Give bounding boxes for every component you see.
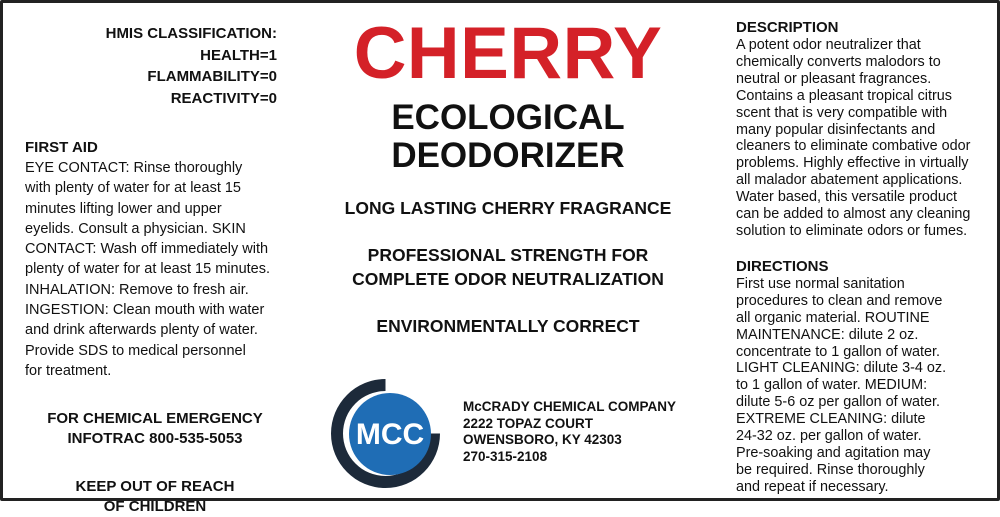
text-line: with plenty of water for at least 15 <box>25 180 241 197</box>
tagline-fragrance: LONG LASTING CHERRY FRAGRANCE <box>344 198 672 218</box>
text-line: Provide SDS to medical personnel <box>25 342 246 359</box>
company-city: OWENSBORO, KY 42303 <box>463 432 622 447</box>
text-line: concentrate to 1 gallon of water. <box>736 343 940 360</box>
tagline-strength <box>303 243 713 291</box>
text-line: INGESTION: Clean mouth with water <box>25 302 265 319</box>
text-line: dilute 5-6 oz per gallon of water. <box>736 394 940 411</box>
product-type-line-2: DEODORIZER <box>391 136 625 175</box>
hmis-classification <box>25 23 277 109</box>
text-line: INHALATION: Remove to fresh air. <box>25 281 249 298</box>
text-line: minutes lifting lower and upper <box>25 200 222 217</box>
text-line: Pre-soaking and agitation may <box>736 444 931 461</box>
text-line: procedures to clean and remove <box>736 292 943 309</box>
text-line: CONTACT: Wash off immediately with <box>25 241 269 258</box>
company-info <box>463 399 676 465</box>
first-aid-section <box>25 138 285 381</box>
text-line: can be added to almost any cleaning <box>736 206 971 223</box>
description-title: DESCRIPTION <box>736 19 839 36</box>
text-line: plenty of water for at least 15 minutes. <box>25 261 271 278</box>
hmis-title: HMIS CLASSIFICATION: <box>105 25 277 42</box>
text-line: and repeat if necessary. <box>736 478 889 495</box>
text-line: chemically converts malodors to <box>736 53 941 70</box>
hmis-reactivity: REACTIVITY=0 <box>170 89 277 107</box>
text-line: all malador abatement applications. <box>736 172 963 189</box>
warning-line-2: OF CHILDREN <box>103 498 207 516</box>
text-line: and drink afterwards plenty of water. <box>25 322 258 339</box>
product-type-line-1: ECOLOGICAL <box>391 98 625 137</box>
text-line: be required. Rinse thoroughly <box>736 461 925 478</box>
first-aid-title: FIRST AID <box>25 139 98 156</box>
emergency-line-2: INFOTRAC 800-535-5053 <box>67 430 243 448</box>
text-line: A potent odor neutralizer that <box>736 37 921 53</box>
description-text <box>736 37 981 240</box>
emergency-line-1: FOR CHEMICAL EMERGENCY <box>47 410 263 428</box>
mcc-logo-icon <box>328 376 443 491</box>
text-line: Water based, this versatile product <box>736 189 958 206</box>
company-phone: 270-315-2108 <box>463 448 548 464</box>
warning-line-1: KEEP OUT OF REACH <box>75 478 235 496</box>
text-line: scent that is very compatible with <box>736 104 948 121</box>
text-line: First use normal sanitation <box>736 275 905 292</box>
company-street: 2222 TOPAZ COURT <box>463 415 594 431</box>
tagline-environment: ENVIRONMENTALLY CORRECT <box>376 316 640 336</box>
first-aid-text <box>25 158 279 381</box>
text-line: EXTREME CLEANING: dilute <box>736 411 926 428</box>
product-type <box>303 99 713 175</box>
text-line: many popular disinfectants and <box>736 121 936 138</box>
chemical-emergency <box>25 409 285 449</box>
text-line: eyelids. Consult a physician. SKIN <box>25 220 246 237</box>
company-name: McCRADY CHEMICAL COMPANY <box>463 399 677 414</box>
left-column <box>25 23 285 517</box>
text-line: neutral or pleasant fragrances. <box>736 70 932 87</box>
text-line: problems. Highly effective in virtually <box>736 155 969 172</box>
hmis-health: HEALTH=1 <box>200 46 277 64</box>
directions-title: DIRECTIONS <box>736 257 829 275</box>
directions-text <box>736 276 981 496</box>
text-line: cleaners to eliminate combative odor <box>736 138 971 155</box>
text-line: all organic material. ROUTINE <box>736 309 930 326</box>
text-line: LIGHT CLEANING: dilute 3-4 oz. <box>736 360 947 377</box>
text-line: MAINTENANCE: dilute 2 oz. <box>736 326 919 343</box>
logo-text: MCC <box>355 418 425 451</box>
tagline-strength-line-2: COMPLETE ODOR NEUTRALIZATION <box>352 269 664 289</box>
tagline-strength-line-1: PROFESSIONAL STRENGTH FOR <box>367 245 649 265</box>
text-line: for treatment. <box>25 362 112 379</box>
text-line: to 1 gallon of water. MEDIUM: <box>736 377 928 394</box>
right-column <box>736 19 981 496</box>
product-name: CHERRY <box>353 13 663 94</box>
text-line: EYE CONTACT: Rinse thoroughly <box>25 160 243 176</box>
text-line: 24-32 oz. per gallon of water. <box>736 428 922 445</box>
text-line: Contains a pleasant tropical citrus <box>736 87 952 104</box>
hmis-flammability: FLAMMABILITY=0 <box>147 68 277 85</box>
child-warning <box>25 477 285 517</box>
text-line: solution to eliminate odors or fumes. <box>736 222 968 239</box>
